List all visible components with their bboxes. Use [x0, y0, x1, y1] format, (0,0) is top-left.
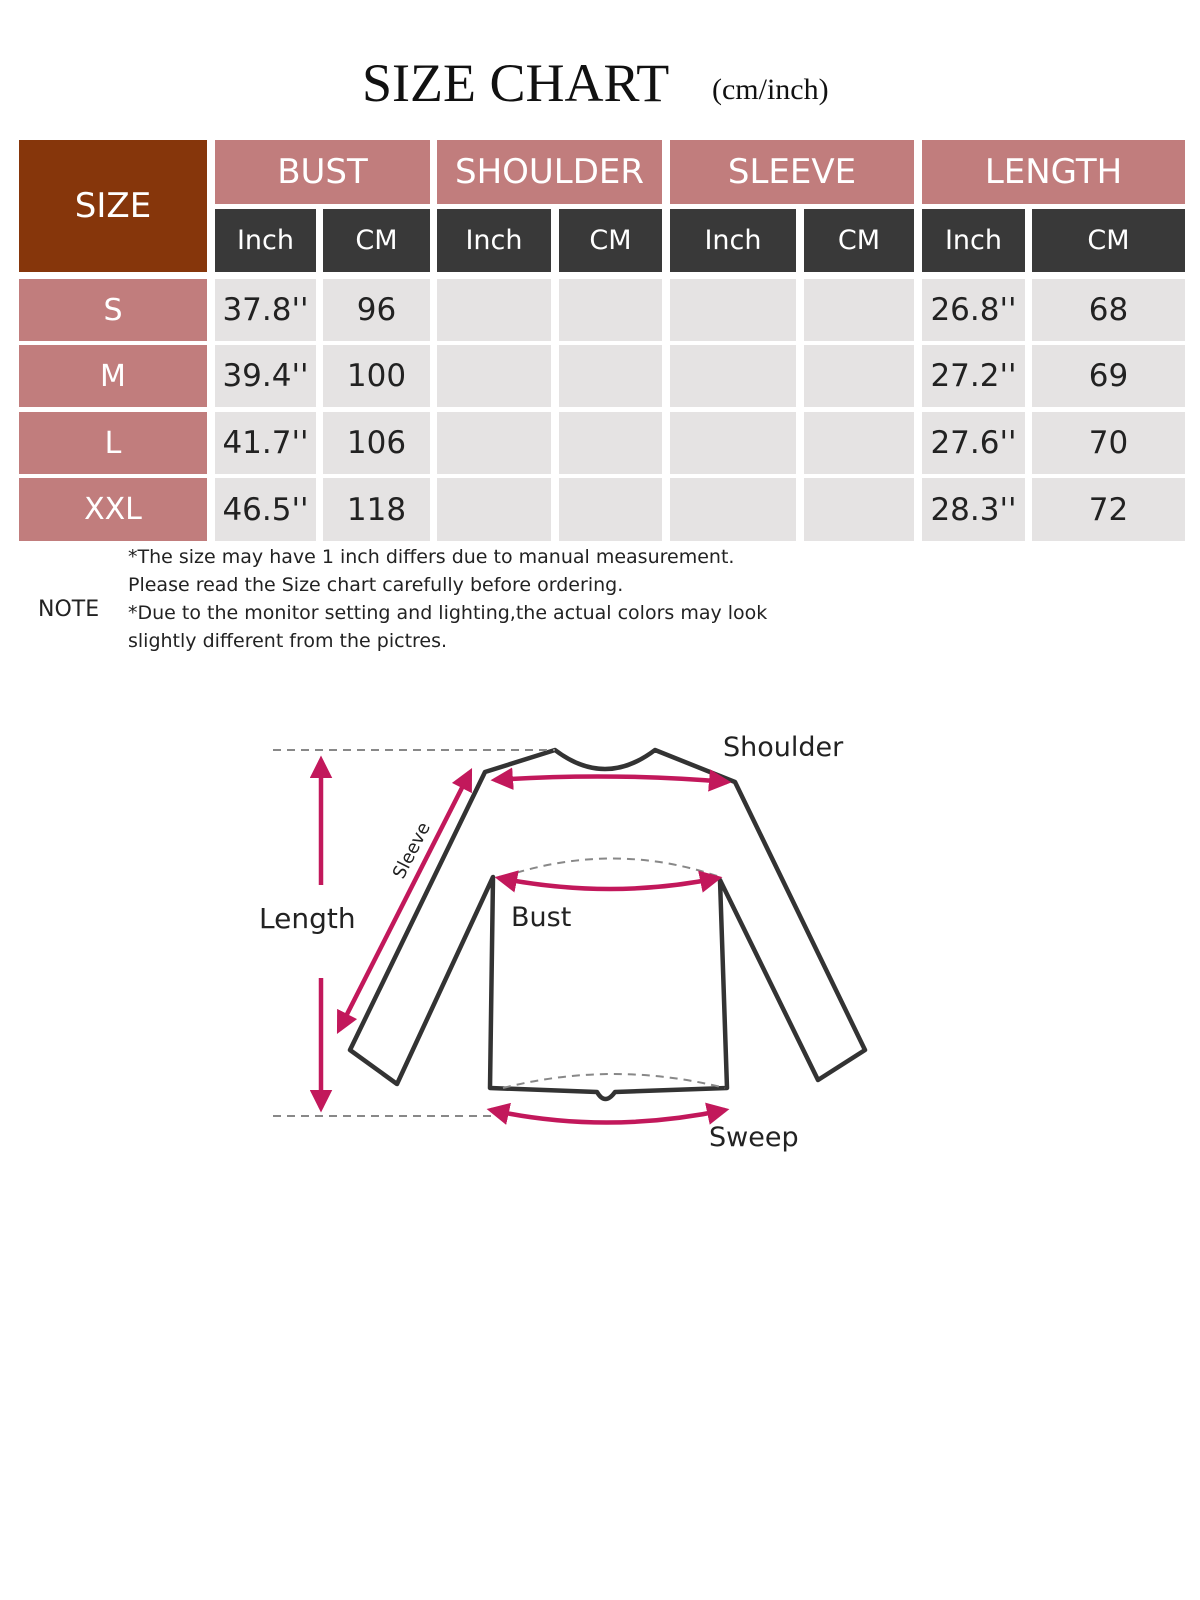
unit-subheader: Inch: [215, 209, 316, 272]
table-cell: [437, 345, 551, 407]
table-cell: [804, 478, 914, 541]
sweep-arrow: [491, 1110, 725, 1123]
table-cell: [804, 279, 914, 341]
table-cell: [437, 279, 551, 341]
table-cell: 118: [323, 478, 430, 541]
unit-subheader: Inch: [437, 209, 551, 272]
table-cell: [559, 345, 662, 407]
table-cell: [670, 478, 796, 541]
title-bar: [0, 52, 1200, 122]
note-line-2: Please read the Size chart carefully before ordering.: [128, 574, 624, 596]
unit-subheader: Inch: [922, 209, 1025, 272]
table-cell: 70: [1032, 412, 1185, 474]
unit-label: (cm/inch): [712, 73, 829, 106]
size-label-xxl: XXL: [19, 478, 207, 541]
unit-subheader: Inch: [670, 209, 796, 272]
group-header-sleeve: SLEEVE: [670, 140, 914, 204]
table-cell: 72: [1032, 478, 1185, 541]
table-cell: [804, 345, 914, 407]
table-cell: [670, 345, 796, 407]
note-line-1: *The size may have 1 inch differs due to manual measurement.: [128, 546, 735, 568]
size-table: [19, 140, 1185, 552]
bust-label: Bust: [511, 902, 572, 933]
sleeve-label: Sleeve: [388, 818, 435, 883]
table-cell: [437, 412, 551, 474]
table-cell: 28.3'': [922, 478, 1025, 541]
page-title: SIZE CHART: [362, 53, 670, 113]
table-cell: 37.8'': [215, 279, 316, 341]
unit-subheader: CM: [323, 209, 430, 272]
table-cell: [559, 478, 662, 541]
unit-subheader: CM: [804, 209, 914, 272]
table-cell: 69: [1032, 345, 1185, 407]
table-cell: 39.4'': [215, 345, 316, 407]
table-cell: 106: [323, 412, 430, 474]
note-label: NOTE: [38, 597, 100, 622]
measurement-diagram: [255, 700, 915, 1190]
table-cell: 41.7'': [215, 412, 316, 474]
sweater-diagram-svg: [255, 700, 915, 1190]
unit-subheader: CM: [1032, 209, 1185, 272]
table-cell: [670, 279, 796, 341]
table-cell: 26.8'': [922, 279, 1025, 341]
table-cell: [437, 478, 551, 541]
sweater-outline: [350, 750, 865, 1099]
length-label: Length: [259, 902, 356, 935]
table-cell: [559, 412, 662, 474]
unit-subheader: CM: [559, 209, 662, 272]
shoulder-label: Shoulder: [723, 732, 844, 763]
table-cell: 96: [323, 279, 430, 341]
size-label-l: L: [19, 412, 207, 474]
table-cell: 100: [323, 345, 430, 407]
group-header-length: LENGTH: [922, 140, 1185, 204]
sweep-label: Sweep: [709, 1122, 799, 1153]
group-header-shoulder: SHOULDER: [437, 140, 662, 204]
size-label-m: M: [19, 345, 207, 407]
size-label-s: S: [19, 279, 207, 341]
note-line-3: *Due to the monitor setting and lighting,the actual colors may look: [128, 602, 768, 624]
table-cell: [559, 279, 662, 341]
table-cell: [804, 412, 914, 474]
table-cell: 27.6'': [922, 412, 1025, 474]
note-line-4: slightly different from the pictres.: [128, 630, 448, 652]
table-cell: 68: [1032, 279, 1185, 341]
size-header: SIZE: [19, 140, 207, 272]
group-header-bust: BUST: [215, 140, 430, 204]
table-cell: 27.2'': [922, 345, 1025, 407]
table-cell: [670, 412, 796, 474]
table-cell: 46.5'': [215, 478, 316, 541]
